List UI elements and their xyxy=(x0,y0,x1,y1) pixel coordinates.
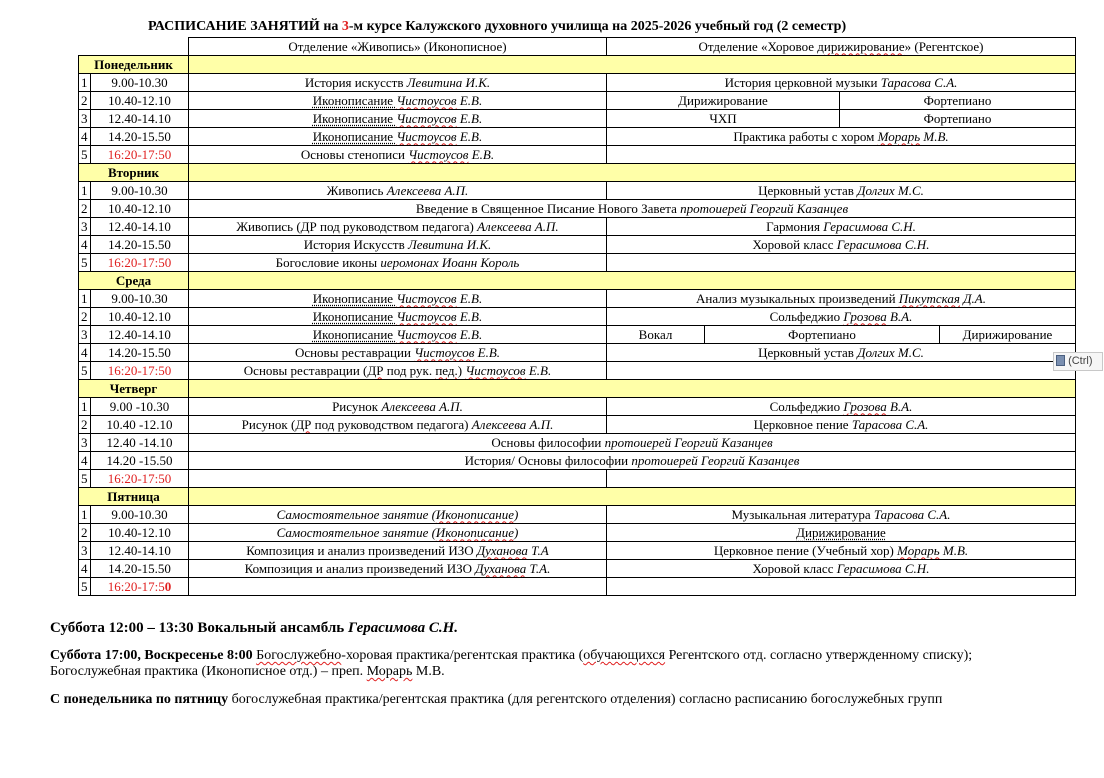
department-painting: Отделение «Живопись» (Иконописное) xyxy=(189,38,607,56)
class-cell: Введение в Священное Писание Нового Завета протоиерей Георгий Казанцев xyxy=(189,200,1076,218)
table-row: 2 10.40-12.10 Иконописание Чистоусов Е.В. Дирижирование Фортепиано xyxy=(79,92,1076,110)
time-slot: 16:20-17:50 xyxy=(91,254,189,272)
table-row: 4 14.20-15.50 Композиция и анализ произведений ИЗО Духанова Т.А. Хоровой класс Герасимова С.Н. xyxy=(79,560,1076,578)
table-row: 1 9.00 -10.30 Рисунок Алексеева А.П. Сольфеджио Грозова В.А. xyxy=(79,398,1076,416)
time-slot: 16:20-17:50 xyxy=(91,470,189,488)
table-row: 1 9.00-10.30 Иконописание Чистоусов Е.В. Анализ музыкальных произведений Пикутская Д.А. xyxy=(79,290,1076,308)
table-row: 2 10.40-12.10 Иконописание Чистоусов Е.В. Сольфеджио Грозова В.А. xyxy=(79,308,1076,326)
class-cell: Самостоятельное занятие (Иконописание) xyxy=(189,524,607,542)
class-cell: Иконописание Чистоусов Е.В. xyxy=(189,290,607,308)
class-cell: Иконописание Чистоусов Е.В. xyxy=(189,308,607,326)
class-cell: Церковное пение Тарасова С.А. xyxy=(607,416,1076,434)
class-cell: Основы философии протоиерей Георгий Казанцев xyxy=(189,434,1076,452)
day-name: Среда xyxy=(79,272,189,290)
class-cell: Живопись Алексеева А.П. xyxy=(189,182,607,200)
class-cell: Дирижирование xyxy=(607,92,840,110)
time-slot: 9.00-10.30 xyxy=(91,182,189,200)
class-cell: Дирижирование xyxy=(940,326,1076,344)
time-slot: 16:20-17:50 xyxy=(91,146,189,164)
time-slot: 10.40-12.10 xyxy=(91,308,189,326)
time-slot: 16:20-17:50 xyxy=(91,578,189,596)
class-cell: Сольфеджио Грозова В.А. xyxy=(607,308,1076,326)
day-row-thursday xyxy=(79,380,1076,398)
table-row: 3 12.40-14.10 Иконописание Чистоусов Е.В. Вокал Фортепиано Дирижирование xyxy=(79,326,1076,344)
class-cell: Фортепиано xyxy=(705,326,940,344)
class-cell: Дирижирование xyxy=(607,524,1076,542)
day-name: Пятница xyxy=(79,488,189,506)
class-cell: Церковный устав Долгих М.С. xyxy=(607,344,1076,362)
class-cell: Основы стенописи Чистоусов Е.В. xyxy=(189,146,607,164)
clipboard-icon xyxy=(1056,355,1065,366)
class-cell: История церковной музыки Тарасова С.А. xyxy=(607,74,1076,92)
class-cell: ЧХП xyxy=(607,110,840,128)
day-name: Понедельник xyxy=(79,56,189,74)
note-saturday-ensemble: Суббота 12:00 – 13:30 Вокальный ансамбль Герасимова С.Н. xyxy=(50,620,459,636)
class-cell: История Искусств Левитина И.К. xyxy=(189,236,607,254)
day-name: Вторник xyxy=(79,164,189,182)
class-cell: Вокал xyxy=(607,326,705,344)
class-cell: Иконописание Чистоусов Е.В. xyxy=(189,92,607,110)
table-row: 5 16:20-17:50 xyxy=(79,470,1076,488)
note-weekend-practice: Суббота 17:00, Воскресенье 8:00 Богослужебно-хоровая практика/регентская практика (обучающихся Регентского отд. согласно утвержденному списку); Богослужебная практика (Иконописное отд.) – преп. Морарь М.В. xyxy=(50,648,973,679)
time-slot: 16:20-17:50 xyxy=(91,362,189,380)
time-slot: 12.40-14.10 xyxy=(91,110,189,128)
class-cell: Сольфеджио Грозова В.А. xyxy=(607,398,1076,416)
table-row: 4 14.20-15.50 Основы реставрации Чистоусов Е.В. Церковный устав Долгих М.С. xyxy=(79,344,1076,362)
table-row: 5 16:20-17:50 xyxy=(79,578,1076,596)
class-cell: Богословие иконы иеромонах Иоанн Король xyxy=(189,254,607,272)
course-number: 3 xyxy=(341,19,349,34)
class-cell: Анализ музыкальных произведений Пикутская Д.А. xyxy=(607,290,1076,308)
time-slot: 14.20-15.50 xyxy=(91,128,189,146)
time-slot: 14.20 -15.50 xyxy=(91,452,189,470)
class-cell: Композиция и анализ произведений ИЗО Духанова Т.А. xyxy=(189,560,607,578)
time-slot: 14.20-15.50 xyxy=(91,344,189,362)
day-row-friday xyxy=(79,488,1076,506)
time-slot: 10.40-12.10 xyxy=(91,200,189,218)
paste-options-button[interactable]: (Ctrl) xyxy=(1053,352,1103,371)
time-slot: 14.20-15.50 xyxy=(91,560,189,578)
class-cell: Композиция и анализ произведений ИЗО Духанова Т.А xyxy=(189,542,607,560)
class-cell: Рисунок Алексеева А.П. xyxy=(189,398,607,416)
class-cell: Живопись (ДР под руководством педагога) Алексеева А.П. xyxy=(189,218,607,236)
class-cell: Основы реставрации Чистоусов Е.В. xyxy=(189,344,607,362)
department-header-row xyxy=(79,38,1076,56)
class-cell: Гармония Герасимова С.Н. xyxy=(607,218,1076,236)
time-slot: 12.40-14.10 xyxy=(91,218,189,236)
day-row-tuesday xyxy=(79,164,1076,182)
time-slot: 9.00-10.30 xyxy=(91,74,189,92)
table-row: 4 14.20-15.50 Иконописание Чистоусов Е.В. Практика работы с хором Морарь М.В. xyxy=(79,128,1076,146)
time-slot: 9.00 -10.30 xyxy=(91,398,189,416)
class-cell: Музыкальная литература Тарасова С.А. xyxy=(607,506,1076,524)
class-cell: Фортепиано xyxy=(840,92,1076,110)
table-row: 4 14.20 -15.50 История/ Основы философии протоиерей Георгий Казанцев xyxy=(79,452,1076,470)
day-row-monday xyxy=(79,56,1076,74)
schedule-table xyxy=(78,37,1076,596)
class-cell: Хоровой класс Герасимова С.Н. xyxy=(607,236,1076,254)
department-choral: Отделение «Хоровое дирижирование» (Регентское) xyxy=(607,38,1076,56)
class-cell: Церковное пение (Учебный хор) Морарь М.В. xyxy=(607,542,1076,560)
time-slot: 14.20-15.50 xyxy=(91,236,189,254)
time-slot: 9.00-10.30 xyxy=(91,290,189,308)
day-row-wednesday xyxy=(79,272,1076,290)
note-weekday-practice: С понедельника по пятницу богослужебная практика/регентская практика (для регентского отделения) согласно расписанию богослужебных групп xyxy=(50,692,943,707)
table-row: 5 16:20-17:50 Основы стенописи Чистоусов Е.В. xyxy=(79,146,1076,164)
class-cell: Иконописание Чистоусов Е.В. xyxy=(189,128,607,146)
time-slot: 10.40 -12.10 xyxy=(91,416,189,434)
class-cell: История/ Основы философии протоиерей Георгий Казанцев xyxy=(189,452,1076,470)
table-row: 3 12.40-14.10 Живопись (ДР под руководством педагога) Алексеева А.П. Гармония Герасимова С.Н. xyxy=(79,218,1076,236)
table-row: 2 10.40 -12.10 Рисунок (ДР под руководством педагога) Алексеева А.П. Церковное пение Тарасова С.А. xyxy=(79,416,1076,434)
day-name: Четверг xyxy=(79,380,189,398)
table-row: 5 16:20-17:50 Основы реставрации (ДР под рук. пед.) Чистоусов Е.В. xyxy=(79,362,1076,380)
class-cell: Иконописание Чистоусов Е.В. xyxy=(189,326,607,344)
class-cell: Практика работы с хором Морарь М.В. xyxy=(607,128,1076,146)
table-row: 1 9.00-10.30 Живопись Алексеева А.П. Церковный устав Долгих М.С. xyxy=(79,182,1076,200)
time-slot: 9.00-10.30 xyxy=(91,506,189,524)
schedule-title: РАСПИСАНИЕ ЗАНЯТИЙ на 3-м курсе Калужского духовного училища на 2025-2026 учебный год (2 семестр) xyxy=(148,19,847,34)
table-row: 3 12.40-14.10 Композиция и анализ произведений ИЗО Духанова Т.А Церковное пение (Учебный хор) Морарь М.В. xyxy=(79,542,1076,560)
class-cell: Иконописание Чистоусов Е.В. xyxy=(189,110,607,128)
table-row: 4 14.20-15.50 История Искусств Левитина И.К. Хоровой класс Герасимова С.Н. xyxy=(79,236,1076,254)
time-slot: 12.40-14.10 xyxy=(91,326,189,344)
class-cell: Фортепиано xyxy=(840,110,1076,128)
table-row: 3 12.40-14.10 Иконописание Чистоусов Е.В. ЧХП Фортепиано xyxy=(79,110,1076,128)
class-cell: Самостоятельное занятие (Иконописание) xyxy=(189,506,607,524)
class-cell: Хоровой класс Герасимова С.Н. xyxy=(607,560,1076,578)
class-cell: История искусств Левитина И.К. xyxy=(189,74,607,92)
table-row: 5 16:20-17:50 Богословие иконы иеромонах Иоанн Король xyxy=(79,254,1076,272)
time-slot: 12.40-14.10 xyxy=(91,542,189,560)
class-cell: Рисунок (ДР под руководством педагога) Алексеева А.П. xyxy=(189,416,607,434)
table-row: 1 9.00-10.30 История искусств Левитина И.К. История церковной музыки Тарасова С.А. xyxy=(79,74,1076,92)
table-row: 2 10.40-12.10 Введение в Священное Писание Нового Завета протоиерей Георгий Казанцев xyxy=(79,200,1076,218)
table-row: 1 9.00-10.30 Самостоятельное занятие (Иконописание) Музыкальная литература Тарасова С.А. xyxy=(79,506,1076,524)
time-slot: 12.40 -14.10 xyxy=(91,434,189,452)
class-cell: Основы реставрации (ДР под рук. пед.) Чистоусов Е.В. xyxy=(189,362,607,380)
time-slot: 10.40-12.10 xyxy=(91,92,189,110)
table-row: 2 10.40-12.10 Самостоятельное занятие (Иконописание) Дирижирование xyxy=(79,524,1076,542)
class-cell: Церковный устав Долгих М.С. xyxy=(607,182,1076,200)
table-row: 3 12.40 -14.10 Основы философии протоиерей Георгий Казанцев xyxy=(79,434,1076,452)
time-slot: 10.40-12.10 xyxy=(91,524,189,542)
